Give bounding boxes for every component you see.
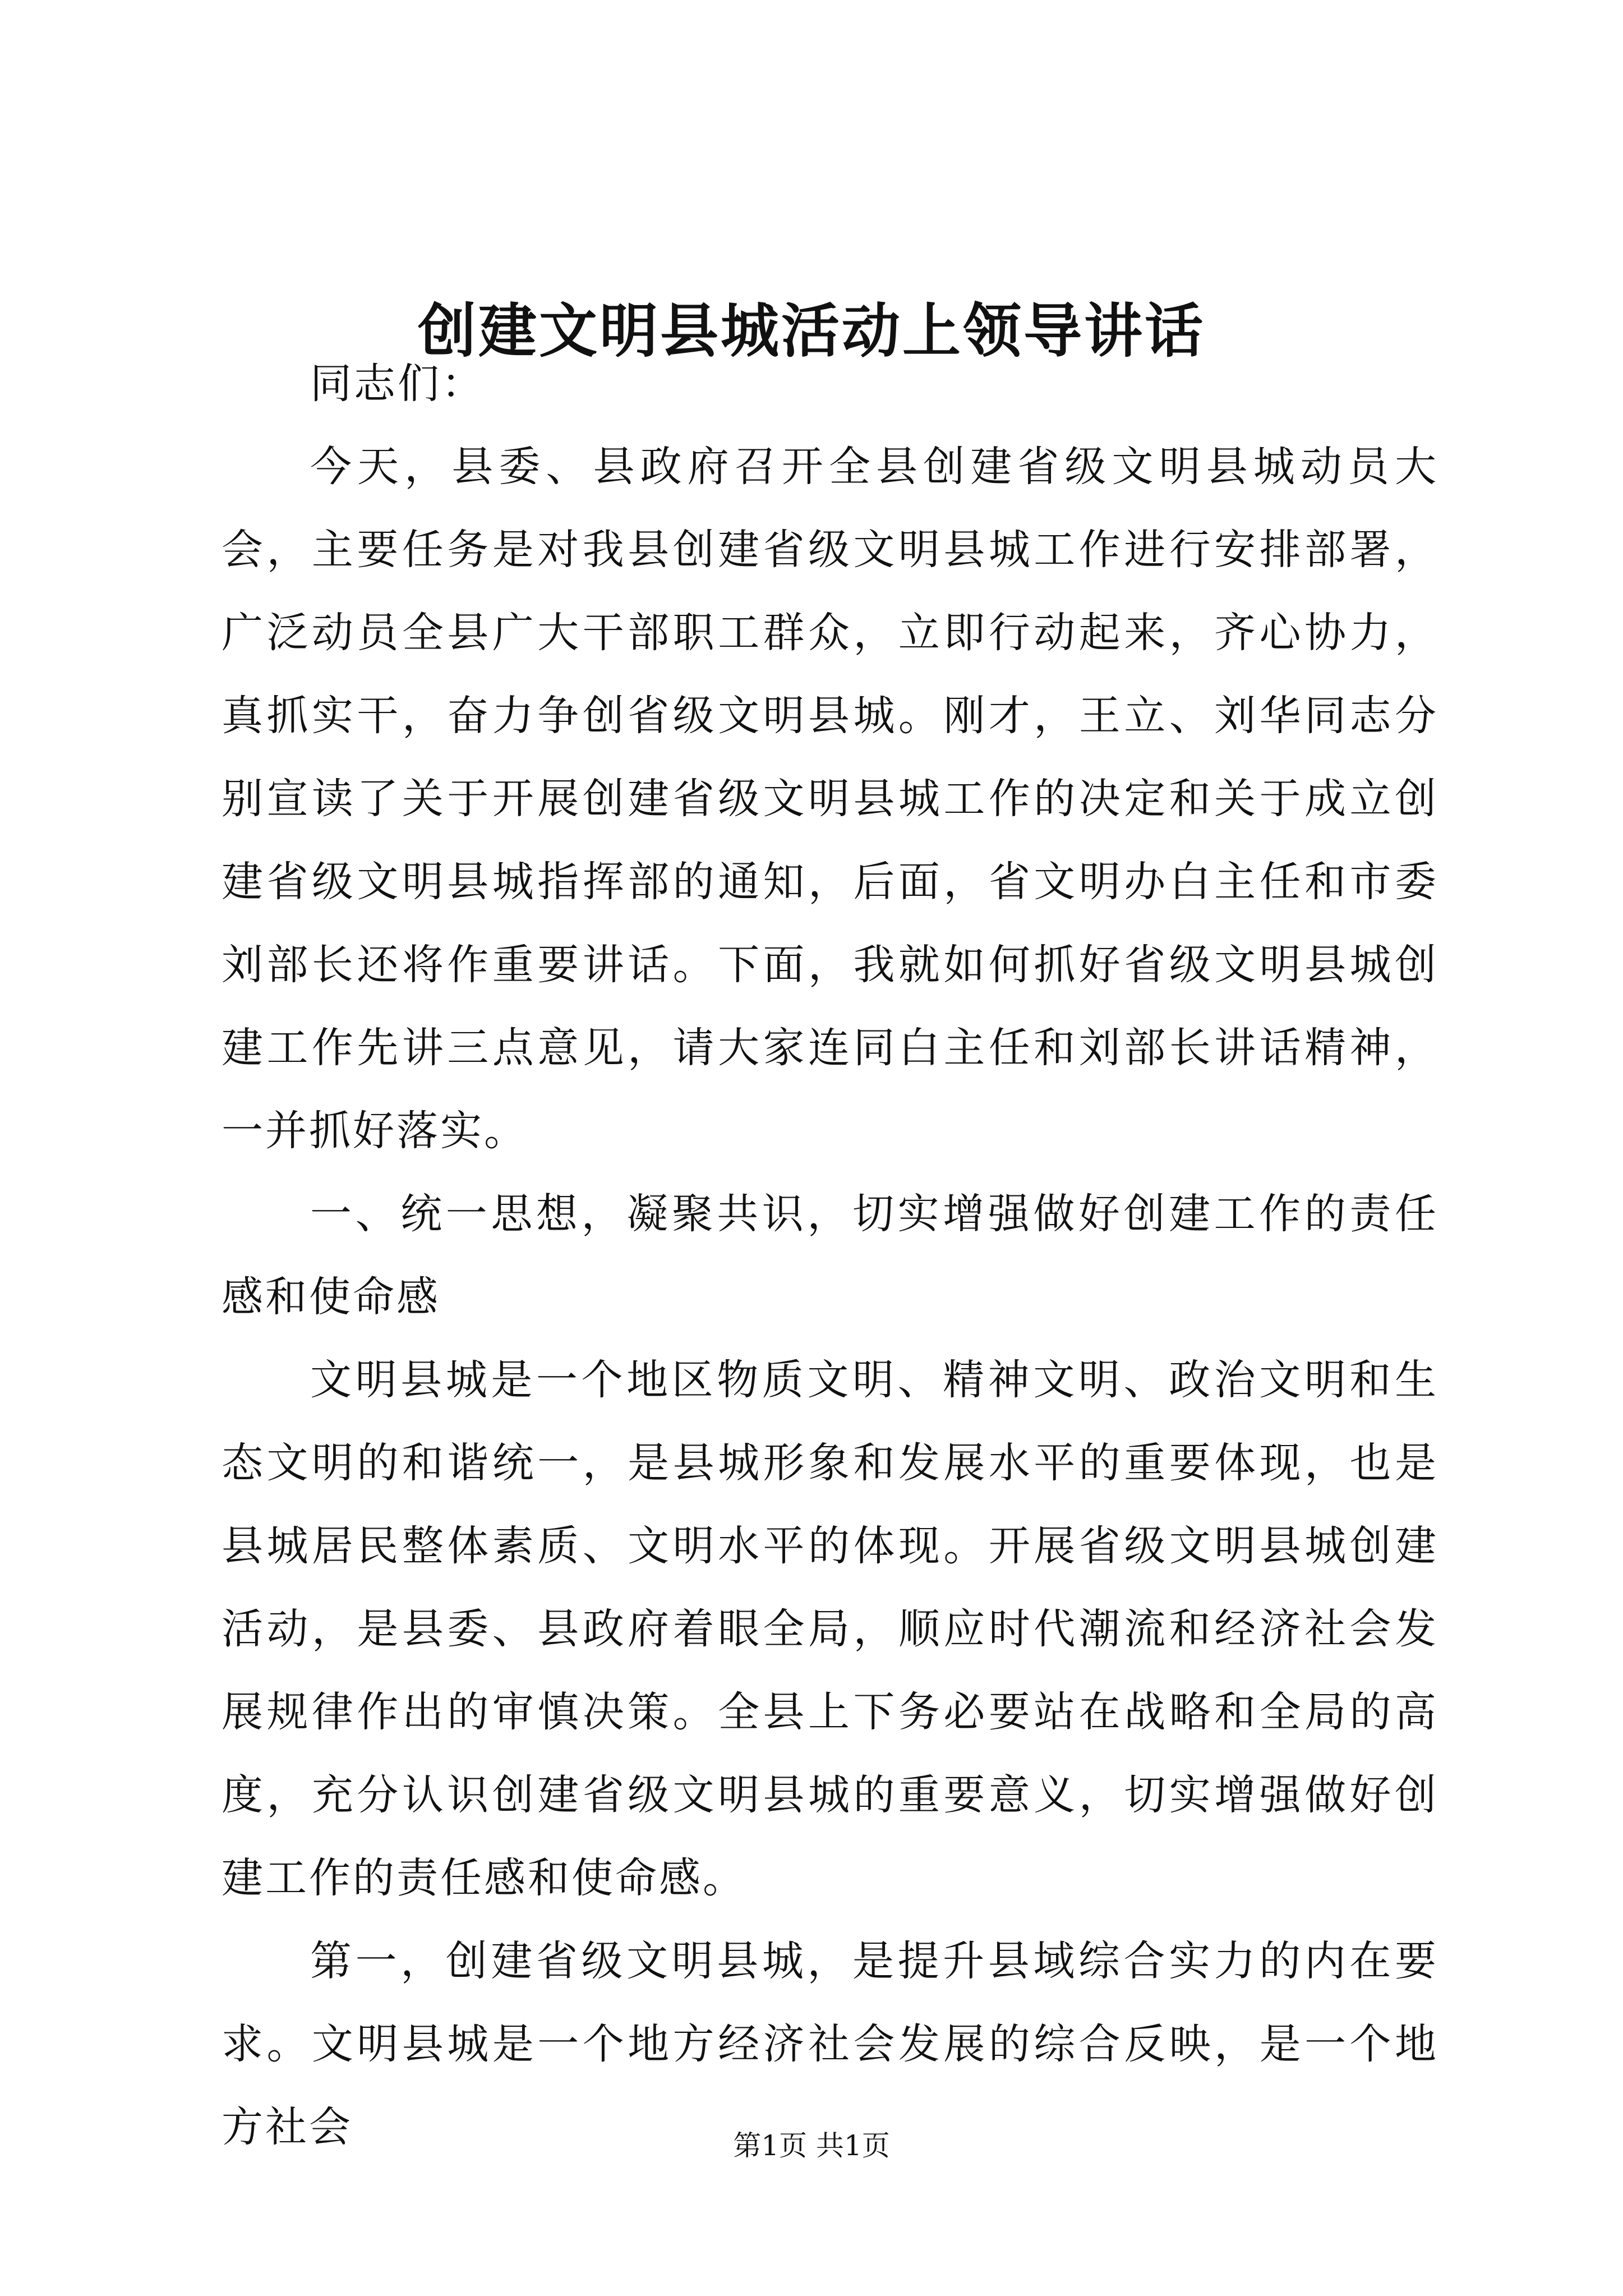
intro-paragraph: 今天，县委、县政府召开全县创建省级文明县城动员大会，主要任务是对我县创建省级文明县城工作进行安排部署，广泛动员全县广大干部职工群众，立即行动起来，齐心协力，真抓实干，奋力争创省级文明县城。刚才，王立、刘华同志分别宣读了关于开展创建省级文明县城工作的决定和关于成立创建省级文明县城指挥部的通知，后面，省文明办白主任和市委刘部长还将作重要讲话。下面，我就如何抓好省级文明县城创建工作先讲三点意见，请大家连同白主任和刘部长讲话精神，一并抓好落实。 [222,443,1438,1155]
body-paragraph-point-1: 第一，创建省级文明县城，是提升县域综合实力的内在要求。文明县城是一个地方经济社会发展的综合反映，是一个地方社会 [222,1937,1438,2151]
page-footer: 第1页 共1页 [733,2129,890,2162]
body-paragraph: 文明县城是一个地区物质文明、精神文明、政治文明和生态文明的和谐统一，是县城形象和发展水平的重要体现，也是县城居民整体素质、文明水平的体现。开展省级文明县城创建活动，是县委、县政府着眼全局，顺应时代潮流和经济社会发展规律作出的审慎决策。全县上下务必要站在战略和全局的高度，充分认识创建省级文明县城的重要意义，切实增强做好创建工作的责任感和使命感。 [222,1356,1438,1902]
salutation-paragraph: 同志们： [310,360,485,408]
document-body [222,342,1438,2169]
section-heading-1: 一、统一思想，凝聚共识，切实增强做好创建工作的责任感和使命感 [222,1190,1438,1321]
document-title: 创建文明县城活动上领导讲话 [417,296,1205,365]
